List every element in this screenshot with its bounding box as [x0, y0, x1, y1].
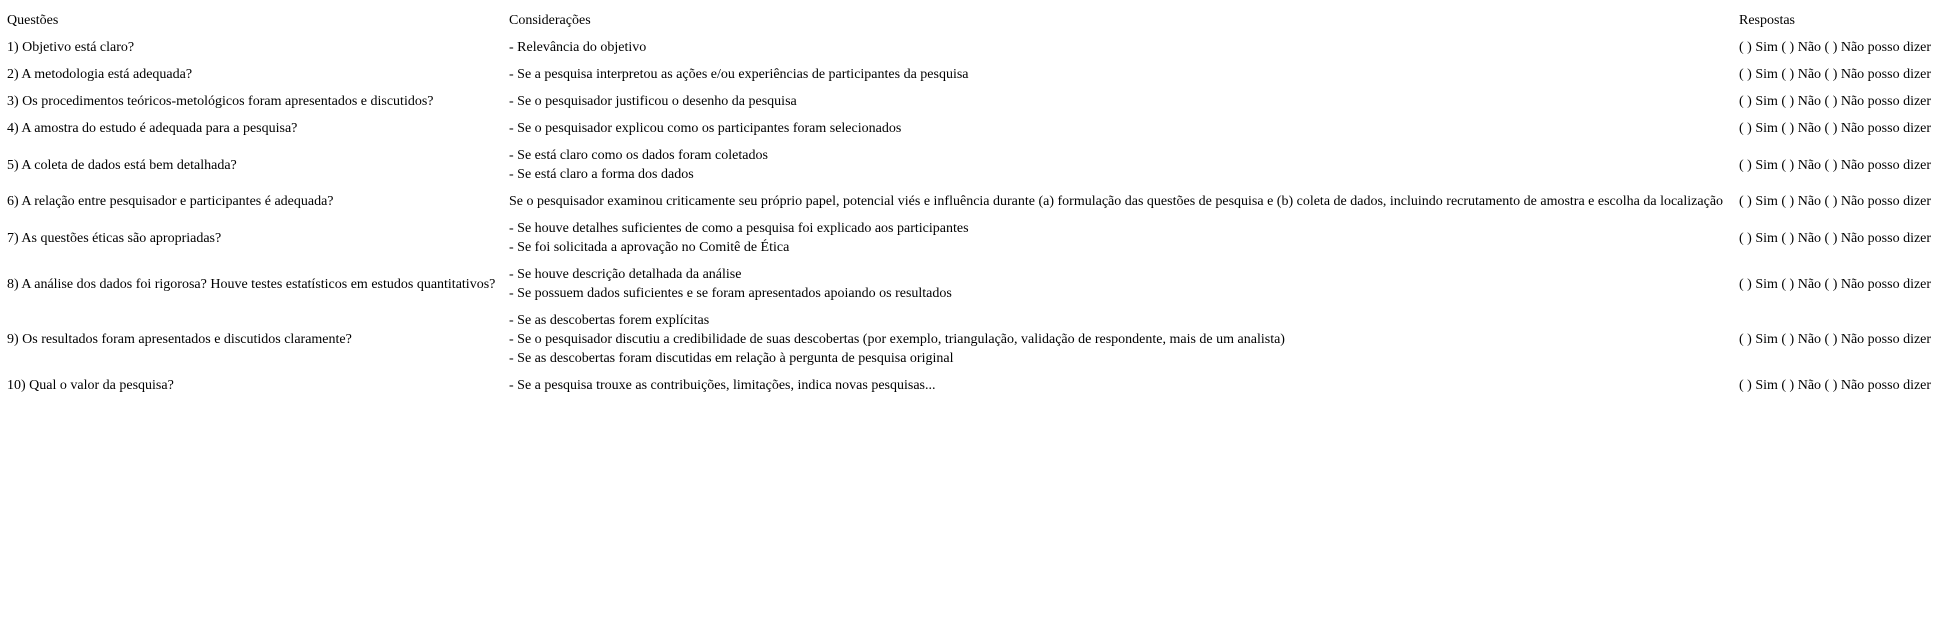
question-cell: 8) A análise dos dados foi rigorosa? Houve testes estatísticos em estudos quantitativos? [7, 276, 496, 292]
header-questions: Questões [7, 13, 59, 28]
considerations-cell [506, 261, 1736, 307]
table-row [4, 188, 1942, 215]
question-cell: 3) Os procedimentos teóricos-metológicos foram apresentados e discutidos? [7, 94, 434, 109]
considerations-cell [506, 61, 1736, 88]
consideration-line: - Se as descobertas forem explícitas [509, 313, 710, 328]
table-row [4, 115, 1942, 142]
considerations-cell [506, 34, 1736, 61]
answer-options: ( ) Sim ( ) Não ( ) Não posso dizer [1739, 67, 1932, 82]
evaluation-table [4, 7, 1942, 399]
question-cell: 7) As questões éticas são apropriadas? [7, 230, 222, 246]
consideration-line: Se o pesquisador examinou criticamente seu próprio papel, potencial viés e influência durante (a) formulação das questões de pesquisa e (b) coleta de dados, incluindo recrutamento de amostra e escolha da localização [509, 194, 1724, 209]
consideration-line: - Se o pesquisador justificou o desenho da pesquisa [509, 94, 797, 109]
table-row [4, 61, 1942, 88]
considerations-cell [506, 372, 1736, 399]
table-row [4, 372, 1942, 399]
table-row [4, 261, 1942, 307]
considerations-cell [506, 188, 1736, 215]
consideration-line: - Se a pesquisa interpretou as ações e/ou experiências de participantes da pesquisa [509, 67, 969, 82]
consideration-line: - Se houve descrição detalhada da análise [509, 267, 742, 282]
answer-options: ( ) Sim ( ) Não ( ) Não posso dizer [1739, 230, 1932, 246]
table-row [4, 142, 1942, 188]
question-cell: 4) A amostra do estudo é adequada para a pesquisa? [7, 121, 298, 136]
consideration-line: - Se a pesquisa trouxe as contribuições, limitações, indica novas pesquisas... [509, 378, 936, 393]
consideration-line: - Se foi solicitada a aprovação no Comitê de Ética [509, 240, 790, 255]
consideration-line: - Se o pesquisador explicou como os participantes foram selecionados [509, 121, 902, 136]
question-cell: 6) A relação entre pesquisador e participantes é adequada? [7, 194, 334, 209]
consideration-line: - Se houve detalhes suficientes de como a pesquisa foi explicado aos participantes [509, 221, 969, 236]
question-cell: 9) Os resultados foram apresentados e discutidos claramente? [7, 332, 352, 347]
question-cell: 2) A metodologia está adequada? [7, 67, 193, 82]
answer-options: ( ) Sim ( ) Não ( ) Não posso dizer [1739, 276, 1932, 292]
question-cell: 5) A coleta de dados está bem detalhada? [7, 157, 237, 173]
answer-options: ( ) Sim ( ) Não ( ) Não posso dizer [1739, 121, 1932, 136]
answer-options: ( ) Sim ( ) Não ( ) Não posso dizer [1739, 94, 1932, 109]
answer-options: ( ) Sim ( ) Não ( ) Não posso dizer [1739, 40, 1932, 55]
consideration-line: - Relevância do objetivo [509, 40, 647, 55]
consideration-line: - Se está claro como os dados foram coletados [509, 148, 768, 163]
table-row [4, 34, 1942, 61]
consideration-line: - Se está claro a forma dos dados [509, 167, 694, 182]
header-answers: Respostas [1739, 13, 1795, 28]
considerations-cell [506, 215, 1736, 261]
consideration-line: - Se possuem dados suficientes e se foram apresentados apoiando os resultados [509, 286, 952, 301]
question-cell: 10) Qual o valor da pesquisa? [7, 378, 174, 393]
consideration-line: - Se o pesquisador discutiu a credibilidade de suas descobertas (por exemplo, triangulação, validação de respondente, mais de um analista) [509, 332, 1285, 347]
header-considerations: Considerações [509, 13, 591, 28]
considerations-cell [506, 115, 1736, 142]
table-row [4, 307, 1942, 372]
answer-options: ( ) Sim ( ) Não ( ) Não posso dizer [1739, 332, 1932, 347]
table-row [4, 88, 1942, 115]
answer-options: ( ) Sim ( ) Não ( ) Não posso dizer [1739, 378, 1932, 393]
considerations-cell [506, 307, 1736, 372]
question-cell: 1) Objetivo está claro? [7, 40, 135, 55]
answer-options: ( ) Sim ( ) Não ( ) Não posso dizer [1739, 194, 1932, 209]
consideration-line: - Se as descobertas foram discutidas em relação à pergunta de pesquisa original [509, 351, 954, 366]
table-row [4, 215, 1942, 261]
considerations-cell [506, 88, 1736, 115]
header-row [4, 7, 1942, 34]
considerations-cell [506, 142, 1736, 188]
answer-options: ( ) Sim ( ) Não ( ) Não posso dizer [1739, 157, 1932, 173]
